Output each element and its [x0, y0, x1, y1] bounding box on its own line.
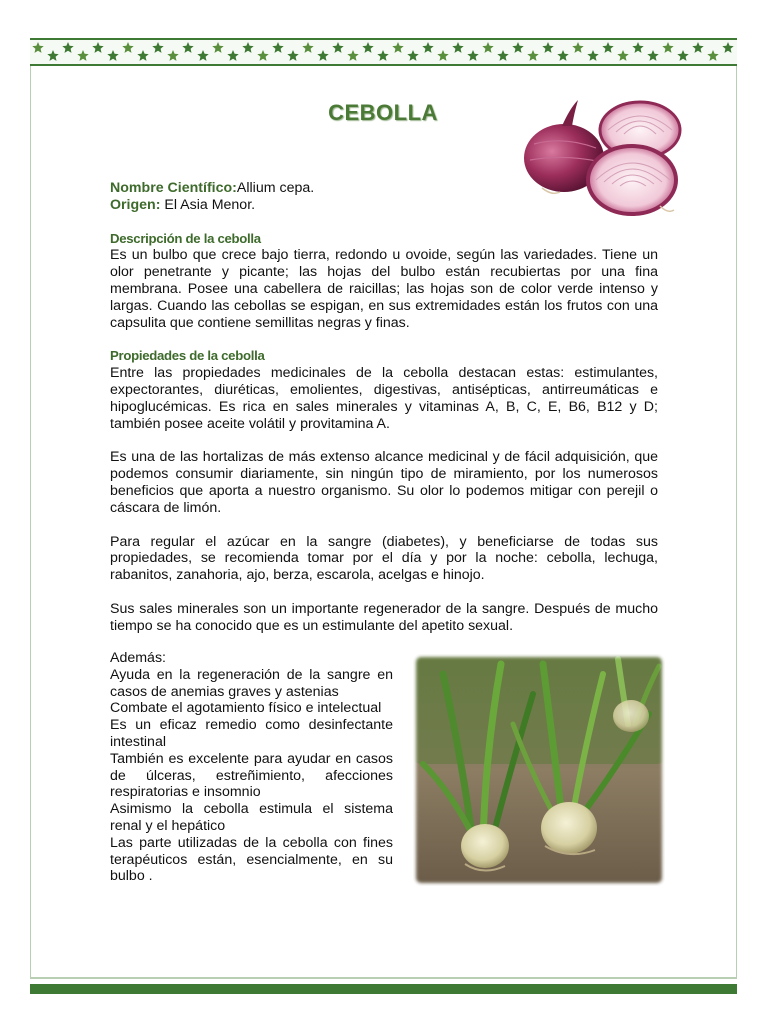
star-icon: [617, 50, 628, 61]
page-title: CEBOLLA: [328, 100, 438, 125]
star-icon: [347, 50, 358, 61]
ademas-item: También es excelente para ayudar en casos de úlceras, estreñimiento, afecciones respiratorias e insomnio: [110, 750, 393, 801]
star-icon: [182, 42, 193, 53]
star-icon: [227, 50, 238, 61]
star-icon: [452, 42, 463, 53]
star-icon: [572, 42, 583, 53]
star-icon: [317, 50, 328, 61]
scientific-name-label: Nombre Científico:: [110, 180, 237, 196]
star-icon: [77, 50, 88, 61]
star-icon: [212, 42, 223, 53]
star-icon: [587, 50, 598, 61]
ademas-item: Ayuda en la regeneración de la sangre en casos de anemias graves y astenias: [110, 666, 393, 700]
star-icon: [497, 50, 508, 61]
star-icon: [422, 42, 433, 53]
star-icon: [722, 42, 733, 53]
star-icon: [242, 42, 253, 53]
properties-paragraph-2: Es una de las hortalizas de más extenso alcance medicinal y de fácil adquisición, que podemos consumir diariamente, sin ningún tipo de miramiento, por los numerosos beneficios que aporta a nuestro organismo. Su olor lo podemos mitigar con perejil o cáscara de limón.: [110, 449, 658, 516]
star-icon: [512, 42, 523, 53]
star-icon: [377, 50, 388, 61]
main-content: [110, 180, 658, 635]
scientific-name-value: Allium cepa.: [236, 180, 315, 196]
star-icon: [407, 50, 418, 61]
star-border-band: [30, 38, 737, 66]
star-icon: [287, 50, 298, 61]
star-icon: [542, 42, 553, 53]
description-heading: Descripción de la cebolla: [110, 230, 261, 246]
star-icon: [527, 50, 538, 61]
star-icon: [707, 50, 718, 61]
star-icon: [602, 42, 613, 53]
star-icon: [662, 42, 673, 53]
origin-line: [110, 197, 658, 214]
star-icon: [332, 42, 343, 53]
star-pattern-icon: [30, 40, 737, 64]
star-icon: [632, 42, 643, 53]
star-icon: [437, 50, 448, 61]
properties-heading: Propiedades de la cebolla: [110, 348, 265, 364]
star-icon: [62, 42, 73, 53]
star-icon: [467, 50, 478, 61]
ademas-item: Asimismo la cebolla estimula el sistema renal y el hepático: [110, 801, 393, 834]
origin-value: El Asia Menor.: [160, 196, 256, 213]
star-icon: [257, 50, 268, 61]
ademas-item: Combate el agotamiento físico e intelectual: [110, 700, 382, 717]
star-icon: [692, 42, 703, 53]
onion-field-image: [413, 654, 665, 886]
scientific-name-line: [110, 180, 658, 197]
origin-label: Origen:: [110, 196, 161, 213]
star-icon: [272, 42, 283, 53]
star-icon: [92, 42, 103, 53]
ademas-intro: Además:: [110, 650, 166, 666]
star-icon: [137, 50, 148, 61]
star-icon: [107, 50, 118, 61]
star-icon: [557, 50, 568, 61]
star-icon: [362, 42, 373, 53]
star-icon: [392, 42, 403, 53]
star-icon: [32, 42, 43, 53]
properties-paragraph-3: Para regular el azúcar en la sangre (diabetes), y beneficiarse de todas sus propiedades, se recomienda tomar por el día y por la noche: cebolla, lechuga, rabanitos, zanahoria, ajo, berza, escarola, acelgas e hinojo.: [110, 533, 658, 584]
bottom-green-bar: [30, 984, 737, 994]
ademas-list: [110, 650, 393, 885]
star-icon: [677, 50, 688, 61]
description-text: Es un bulbo que crece bajo tierra, redondo u ovoide, según las variedades. Tiene un olor penetrante y picante; las hojas del bulbo están recubiertas por una fina membrana. Posee una cabellera de raicillas; las hojas son de color verde intenso y largas. Cuando las cebollas se espigan, en sus extremidades están los frutos con una capsulita que contiene semillitas negras y finas.: [110, 247, 658, 331]
star-icon: [647, 50, 658, 61]
star-icon: [167, 50, 178, 61]
star-icon: [302, 42, 313, 53]
star-icon: [47, 50, 58, 61]
bottom-divider: [30, 978, 737, 979]
star-icon: [197, 50, 208, 61]
properties-paragraph-1: Entre las propiedades medicinales de la cebolla destacan estas: estimulantes, expectorantes, diuréticas, emolientes, digestivas, antisépticas, antirreumáticas e hipoglucémicas. Es rica en sales minerales y vitaminas A, B, C, E, B6, B12 y D; también posee aceite volátil y provitamina A.: [110, 365, 658, 432]
star-icon: [152, 42, 163, 53]
ademas-item: Es un eficaz remedio como desinfectante intestinal: [110, 717, 393, 750]
star-icon: [122, 42, 133, 53]
properties-paragraph-4: Sus sales minerales son un importante regenerador de la sangre. Después de mucho tiempo se ha conocido que es un estimulante del apetito sexual.: [110, 600, 658, 634]
star-icon: [482, 42, 493, 53]
ademas-item: Las parte utilizadas de la cebolla con fines terapéuticos están, esencialmente, en su bulbo .: [110, 834, 393, 885]
